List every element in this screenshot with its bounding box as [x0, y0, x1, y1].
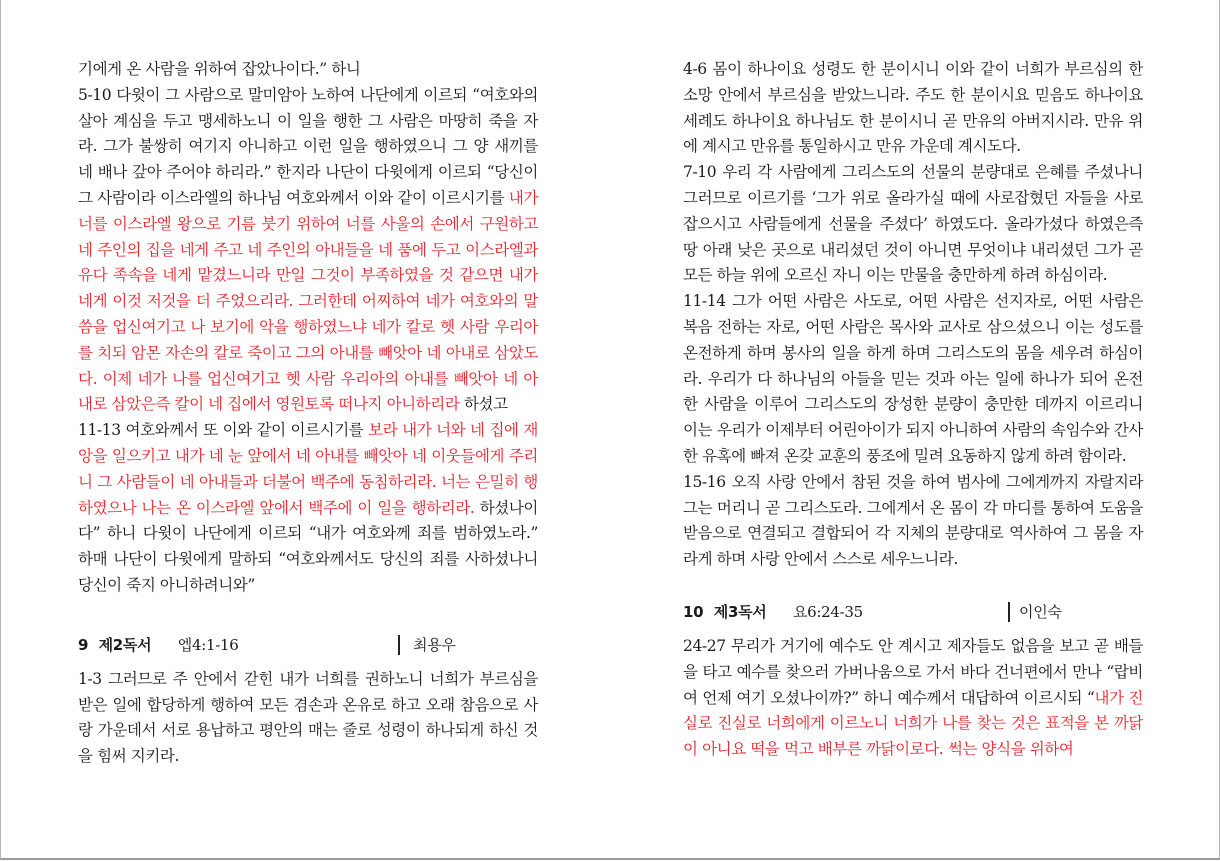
verse-text: 11-13 여호와께서 또 이와 같이 이르시기를: [78, 421, 369, 440]
red-letter-text: 내가 너를 이스라엘 왕으로 기름 붓기 위하여 너를 사울의 손에서 구원하고 네 주인의 집을 네게 주고 네 주인의 아내들을 네 품에 두고 이스라엘과 유다 족속을 네게 맡겼느니라 만일 그것이 부족하였을 것 같으면 내가 네게 이것 저것을 더 주었으리라. 그러한데 어찌하여 네가 여호와의 말씀을 업신여기고 나 보기에 악을 행하였느냐 네가 칼로 헷 사람 우리아를 치되 암몬 자손의 칼로 죽이고 그의 아내를 빼앗아 네 아내로 삼았도다. 이제 네가 나를 업신여기고 헷 사람 우리아의 아내를 빼앗아 네 아내로 삼았은즉 칼이 네 집에서 영원토록 떠나지 아니하리라: [78, 188, 538, 414]
paragraph-continuation: 기에게 온 사람을 위하여 잡았나이다.” 하니: [78, 60, 361, 78]
left-column: [78, 57, 538, 770]
scripture-reference: 엡4:1-16: [177, 635, 239, 654]
right-column: [683, 57, 1143, 763]
paragraph-7-10: 7-10 우리 각 사람에게 그리스도의 선물의 분량대로 은혜를 주셨나니 그러므로 이르기를 ‘그가 위로 올라가실 때에 사로잡혔던 자들을 사로잡으시고 사람들에게 선물을 주셨다’ 하였도다. 올라가셨다 하였은즉 땅 아래 낮은 곳으로 내리셨던 것이 아니면 무엇이냐 내리셨던 그가 곧 모든 하늘 위에 오르신 자니 이는 만물을 충만하게 하려 하심이라.: [683, 163, 1143, 285]
red-letter-text: 보라 내가 너와 네 집에 재앙을 일으키고 내가 네 눈 앞에서 네 아내를 빼앗아 네 이웃들에게 주리니 그 사람들이 네 아내들과 더불어 백주에 동침하리라. 너는 은밀히 행하였으나 나는 온 이스라엘 앞에서 백주에 이 일을 행하리라.: [78, 421, 538, 517]
verse-text: 24-27 무리가 거기에 예수도 안 계시고 제자들도 없음을 보고 곧 배들을 타고 예수를 찾으러 가버나움으로 가서 바다 건너편에서 만나 “랍비여 언제 여기 오셨나이까?” 하니 예수께서 대답하여 이르시되 “: [683, 636, 1143, 707]
paragraph-11-14: 11-14 그가 어떤 사람은 사도로, 어떤 사람은 선지자로, 어떤 사람은 복음 전하는 자로, 어떤 사람은 목사와 교사로 삼으셨으니 이는 성도를 온전하게 하며 봉사의 일을 하게 하며 그리스도의 몸을 세우려 하심이라. 우리가 다 하나님의 아들을 믿는 것과 아는 일에 하나가 되어 온전한 사람을 이루어 그리스도의 장성한 분량이 충만한 데까지 이르리니 이는 우리가 이제부터 어린아이가 되지 아니하여 사람의 속임수와 간사한 유혹에 빠져 온갖 교훈의 풍조에 밀려 요동하지 않게 하려 함이라.: [683, 292, 1143, 465]
paragraph-5-10: [78, 83, 538, 418]
author-name: 이인숙: [1019, 602, 1062, 621]
heading-divider: [1008, 602, 1010, 622]
section-number: 10: [683, 602, 704, 621]
author-name: 최용우: [413, 635, 456, 654]
paragraph-11-13: [78, 418, 538, 599]
paragraph-1-3: 1-3 그러므로 주 안에서 갇힌 내가 너희를 권하노니 너희가 부르심을 받은 일에 합당하게 행하여 모든 겸손과 온유로 하고 오래 참음으로 사랑 가운데서 서로 용납하고 평안의 매는 줄로 성령이 하나되게 하신 것을 힘써 지키라.: [78, 669, 538, 766]
section-label: 제2독서: [98, 635, 152, 654]
verse-text-tail: 하셨나이다” 하니 다윗이 나단에게 이르되 “내가 여호와께 죄를 범하였노라.” 하매 나단이 다윗에게 말하되 “여호와께서도 당신의 죄를 사하셨나니 당신이 죽지 아니하려니와”: [78, 498, 538, 594]
section-heading-second-reading: [78, 632, 538, 658]
section-number: 9: [78, 635, 89, 654]
section-label: 제3독서: [713, 602, 767, 621]
heading-divider: [398, 635, 400, 655]
paragraph-24-27: [683, 634, 1143, 763]
section-heading-third-reading: [683, 599, 1143, 625]
paragraph-15-16: 15-16 오직 사랑 안에서 참된 것을 하여 범사에 그에게까지 자랄지라 그는 머리니 곧 그리스도라. 그에게서 온 몸이 각 마디를 통하여 도움을 받음으로 연결되고 결합되어 각 지체의 분량대로 역사하여 그 몸을 자라게 하며 사랑 안에서 스스로 세우느니라.: [683, 472, 1143, 569]
verse-text: 5-10 다윗이 그 사람으로 말미암아 노하여 나단에게 이르되 “여호와의 살아 계심을 두고 맹세하노니 이 일을 행한 그 사람은 마땅히 죽을 자라. 그가 불쌍히 여기지 아니하고 이런 일을 행하였으니 그 양 새끼를 네 배나 갚아 주어야 하리라.” 한지라 나단이 다윗에게 이르되 “당신이 그 사람이라 이스라엘의 하나님 여호와께서 이와 같이 이르시기를: [78, 85, 538, 207]
paragraph-4-6: 4-6 몸이 하나이요 성령도 한 분이시니 이와 같이 너희가 부르심의 한 소망 안에서 부르심을 받았느니라. 주도 한 분이시요 믿음도 하나이요 세례도 하나이요 하나님도 한 분이시니 곧 만유의 아버지시라. 만유 위에 계시고 만유를 통일하시고 만유 가운데 계시도다.: [683, 60, 1143, 156]
verse-text-tail: 하셨고: [459, 395, 508, 414]
red-letter-text: 내가 진실로 진실로 너희에게 이르노니 너희가 나를 찾는 것은 표적을 본 까닭이 아니요 떡을 먹고 배부른 까닭이로다. 썩는 양식을 위하여: [683, 688, 1143, 759]
scripture-reference: 요6:24-35: [792, 602, 863, 621]
